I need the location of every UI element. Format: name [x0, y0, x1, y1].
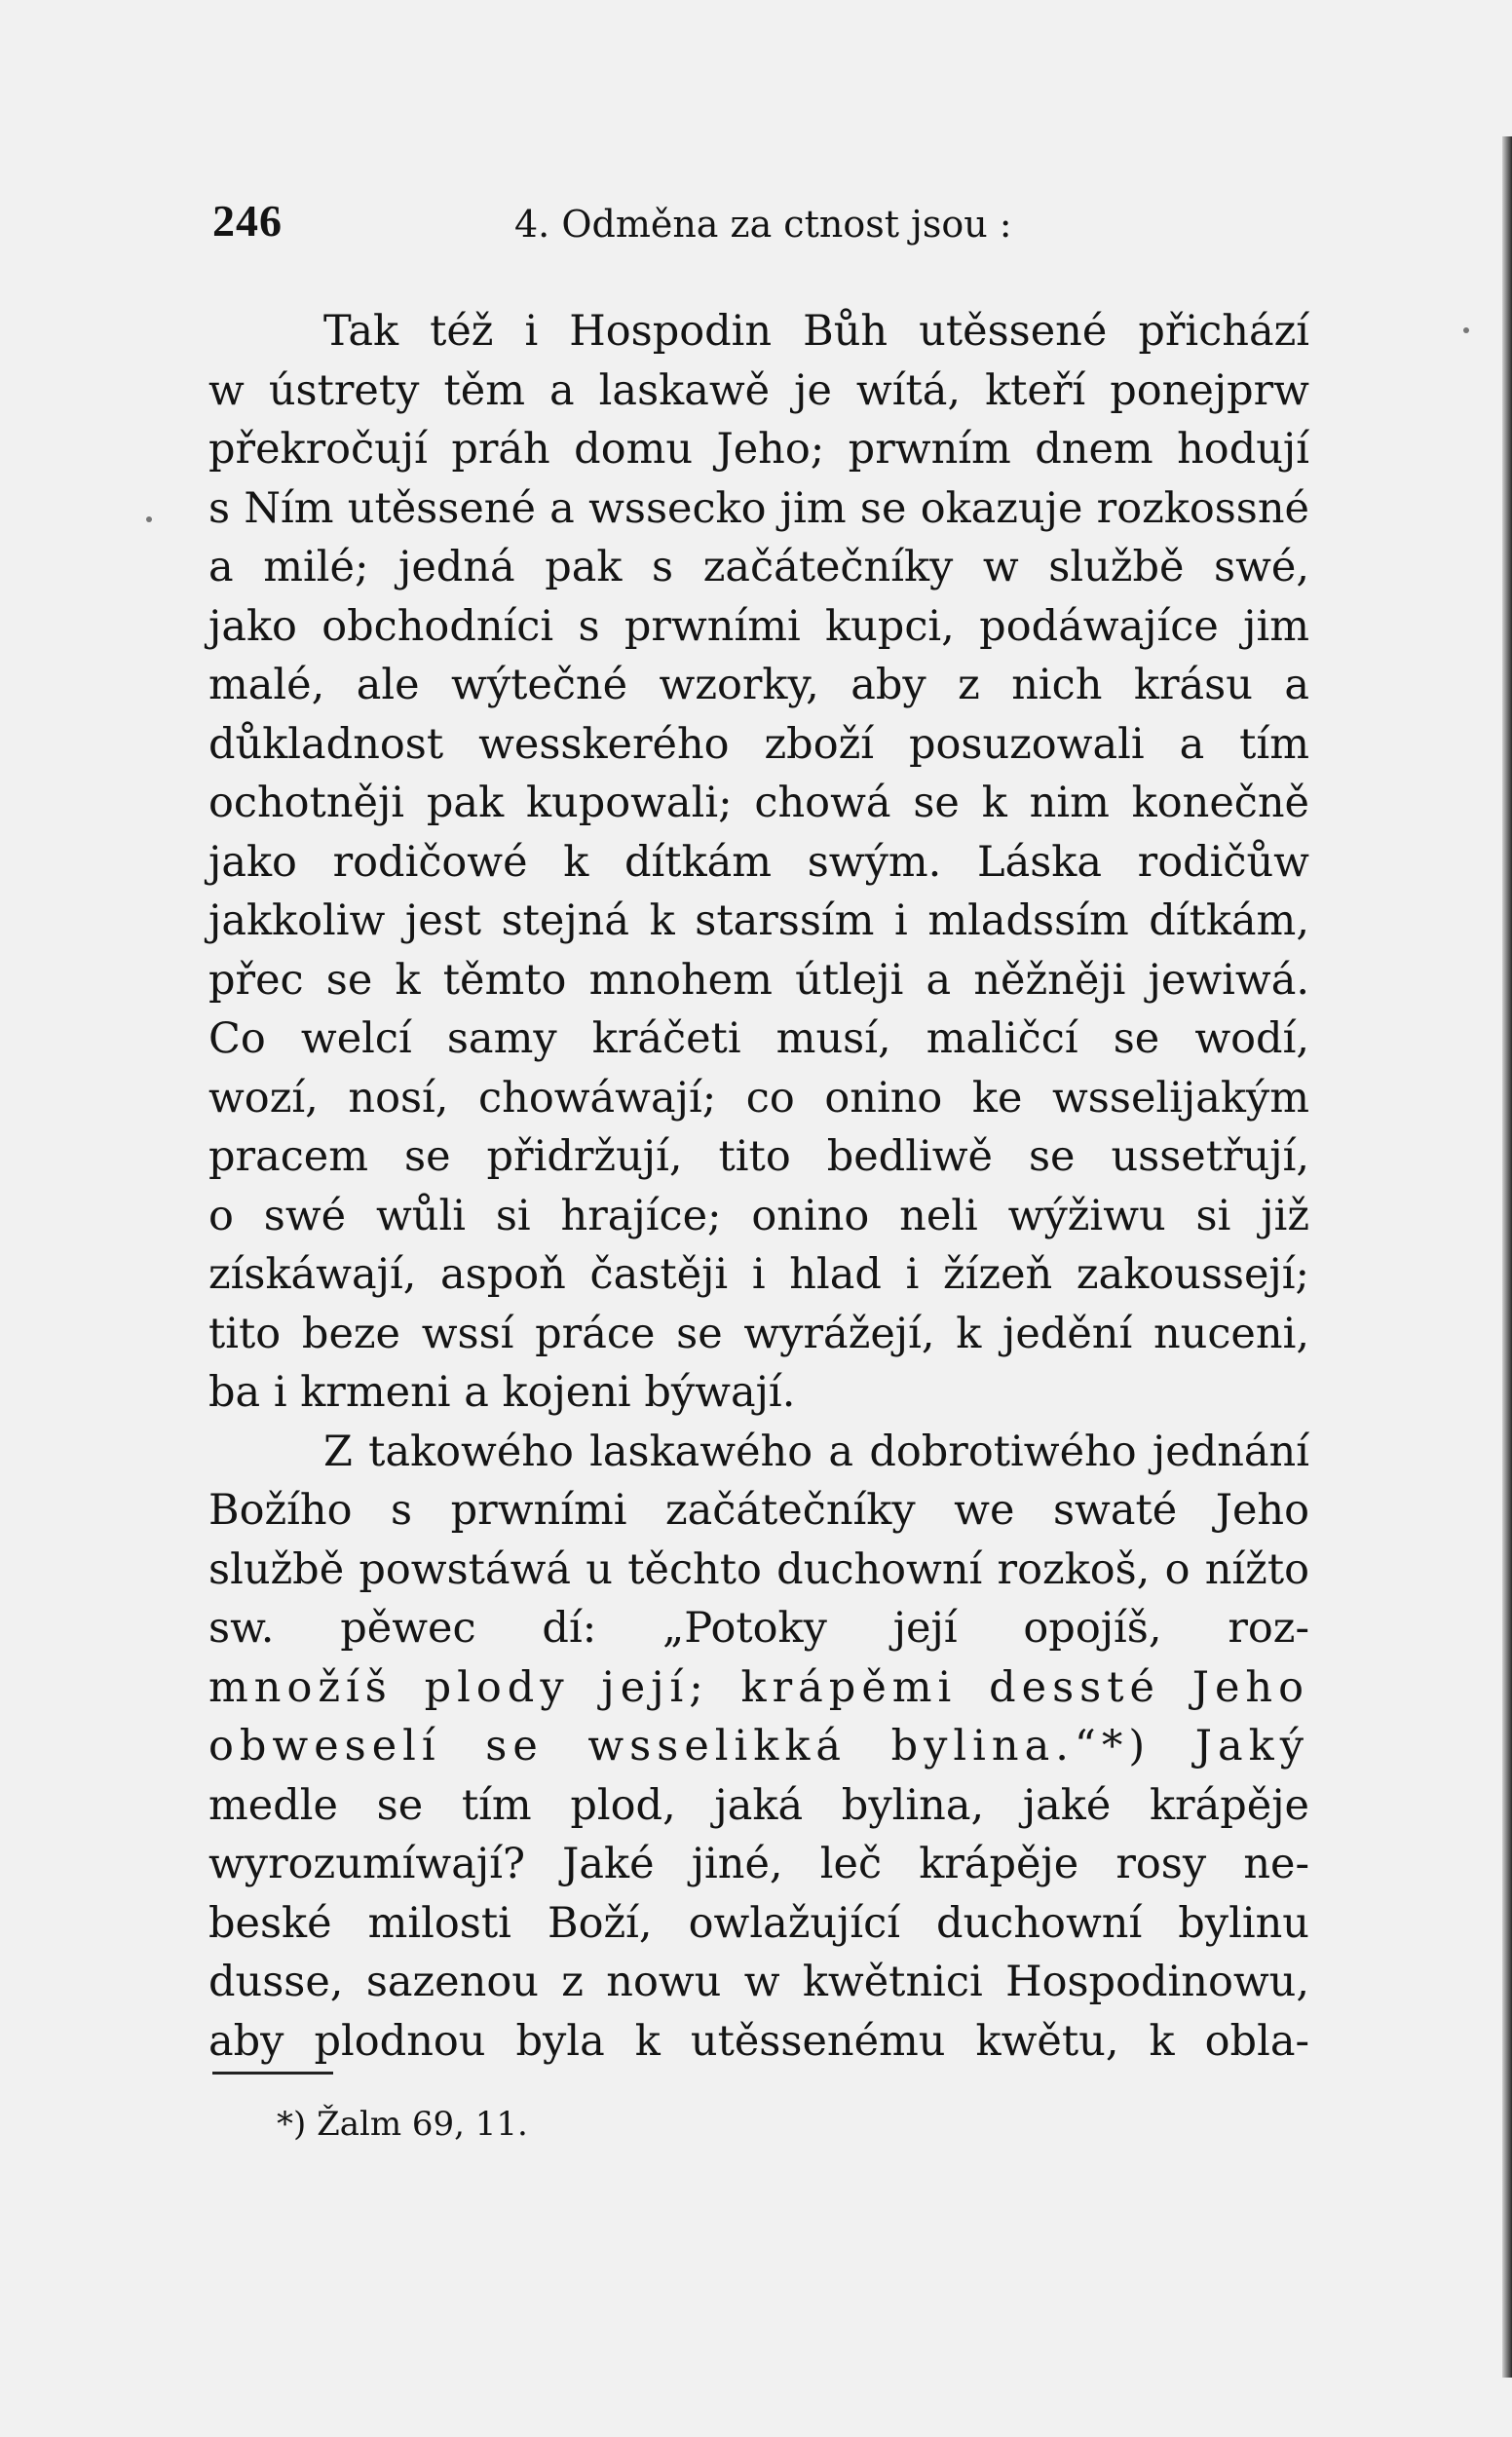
- text-line: wozí, nosí, chowáwají; co onino ke wsselijakým: [208, 1073, 1309, 1123]
- text-line: wyrozumíwají? Jaké jiné, leč krápěje rosy ne-: [208, 1840, 1309, 1888]
- scan-speck: [146, 516, 152, 522]
- text-line: přec se k těmto mnohem útleji a něžněji jewiwá.: [208, 955, 1309, 1005]
- text-line: tito beze wssí práce se wyrážejí, k jedění nuceni,: [208, 1309, 1309, 1358]
- text-line: beské milosti Boží, owlažující duchowní bylinu: [208, 1898, 1309, 1948]
- text-line: jako rodičowé k dítkám swým. Láska rodičůw: [208, 837, 1309, 887]
- text-line: medle se tím plod, jaká bylina, jaké krápěje: [208, 1780, 1309, 1830]
- page-edge-shadow: [1502, 136, 1512, 2378]
- text-line: o swé wůli si hrajíce; onino neli wýžiwu si již: [208, 1191, 1309, 1240]
- text-line: překročují práh domu Jeho; prwním dnem hodují: [208, 425, 1309, 474]
- text-line: důkladnost wesskerého zboží posuzowali a tím: [208, 719, 1309, 769]
- text-line: sw. pěwec dí: „Potoky její opojíš, roz-: [208, 1604, 1309, 1653]
- text-line: pracem se přidržují, tito bedliwě se ussetřují,: [208, 1132, 1309, 1181]
- text-line: dusse, sazenou z nowu w kwětnici Hospodinowu,: [208, 1958, 1309, 2006]
- text-line: ochotněji pak kupowali; chowá se k nim konečně: [208, 779, 1309, 827]
- text-line: Božího s prwními začátečníky we swaté Jeho: [208, 1486, 1309, 1535]
- page-header: [212, 195, 1323, 253]
- text-line: množíš plody její; krápěmi dessté Jeho: [208, 1662, 1309, 1712]
- text-line: Co welcí samy kráčeti musí, maličcí se wodí,: [208, 1014, 1309, 1063]
- text-line: Z takowého laskawého a dobrotiwého jednání: [323, 1427, 1309, 1476]
- text-line: získáwají, aspoň častěji i hlad i žízeň zakoussejí;: [208, 1250, 1309, 1299]
- text-line: w ústrety těm a laskawě je wítá, kteří ponejprw: [208, 365, 1309, 415]
- text-line: s Ním utěssené a wssecko jim se okazuje rozkossné: [208, 483, 1309, 533]
- text-line: službě powstáwá u těchto duchowní rozkoš, o nížto: [208, 1544, 1309, 1594]
- body-text: [208, 302, 1309, 2071]
- running-head: 4. Odměna za ctnost jsou :: [514, 203, 1012, 246]
- text-line: jakkoliw jest stejná k starssím i mladssím dítkám,: [208, 896, 1309, 945]
- text-line: aby plodnou byla k utěssenému kwětu, k obla-: [208, 2016, 1309, 2066]
- text-line: jako obchodníci s prwními kupci, podáwajíce jim: [208, 601, 1309, 651]
- page-number: 246: [212, 196, 283, 246]
- text-line: Tak též i Hospodin Bůh utěssené přichází: [323, 307, 1309, 356]
- text-line: ba i krmeni a kojeni býwají.: [208, 1368, 796, 1417]
- text-line: malé, ale wýtečné wzorky, aby z nich krásu a: [208, 661, 1309, 709]
- text-line: a milé; jedná pak s začátečníky w službě swé,: [208, 543, 1309, 591]
- scan-speck: [1463, 327, 1469, 333]
- text-line: obweselí se wsselikká bylina.“*) Jaký: [208, 1722, 1309, 1771]
- footnote-divider: [212, 2072, 333, 2075]
- footnote: *) Žalm 69, 11.: [277, 2105, 528, 2144]
